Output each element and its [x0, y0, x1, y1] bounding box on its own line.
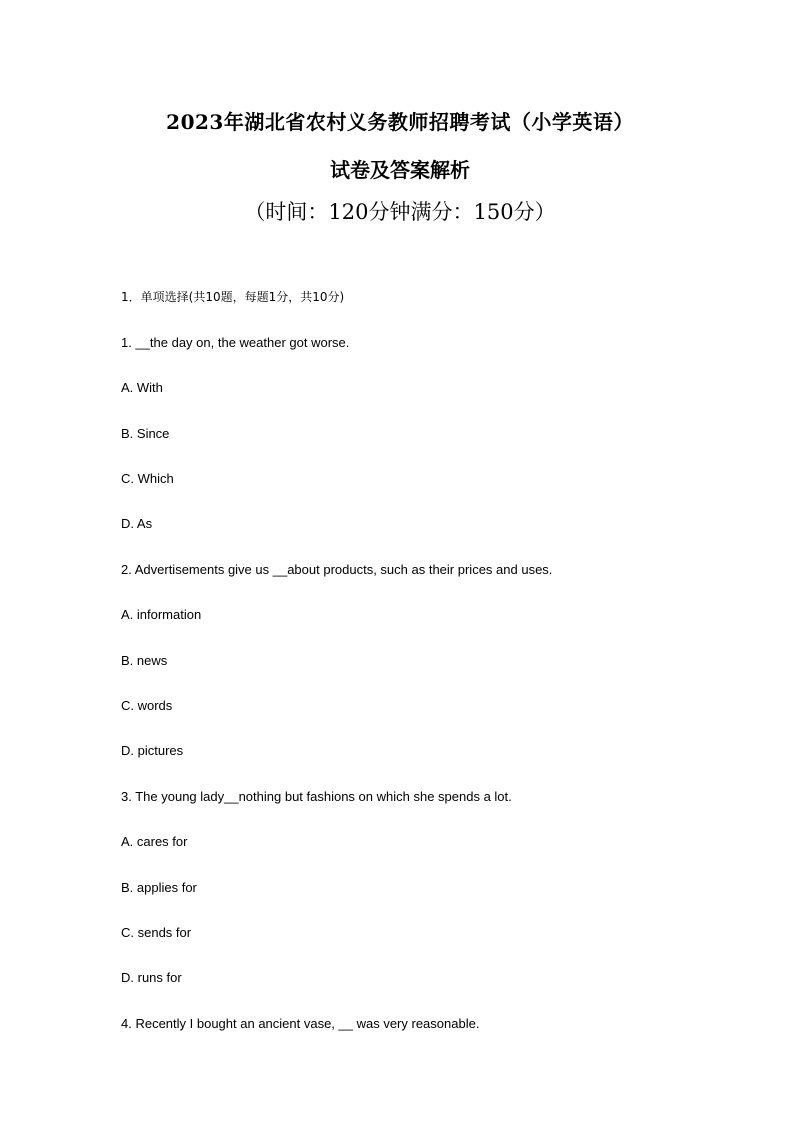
option-d: D. As	[121, 516, 153, 531]
section-heading: 1．单项选择(共10题，每题1分，共10分)	[121, 290, 345, 304]
question-stem: 1. __the day on, the weather got worse.	[121, 335, 350, 350]
question-stem: 2. Advertisements give us __about products, such as their prices and uses.	[121, 562, 553, 577]
option-b: B. Since	[121, 426, 170, 441]
option-c: C. words	[121, 698, 173, 713]
question-stem: 3. The young lady__nothing but fashions on which she spends a lot.	[121, 789, 512, 804]
document-subtitle: 试卷及答案解析	[330, 158, 470, 182]
option-a: A. With	[121, 380, 163, 395]
option-a: A. cares for	[121, 834, 188, 849]
option-c: C. sends for	[121, 925, 192, 940]
option-d: D. pictures	[121, 743, 184, 758]
option-d: D. runs for	[121, 970, 182, 985]
option-b: B. applies for	[121, 880, 197, 895]
option-b: B. news	[121, 653, 168, 668]
exam-info: （时间：120分钟满分：150分）	[244, 200, 556, 224]
document-title: 2023年湖北省农村义务教师招聘考试（小学英语）	[166, 110, 634, 134]
question-stem: 4. Recently I bought an ancient vase, __ was very reasonable.	[121, 1016, 480, 1031]
option-a: A. information	[121, 607, 202, 622]
option-c: C. Which	[121, 471, 174, 486]
